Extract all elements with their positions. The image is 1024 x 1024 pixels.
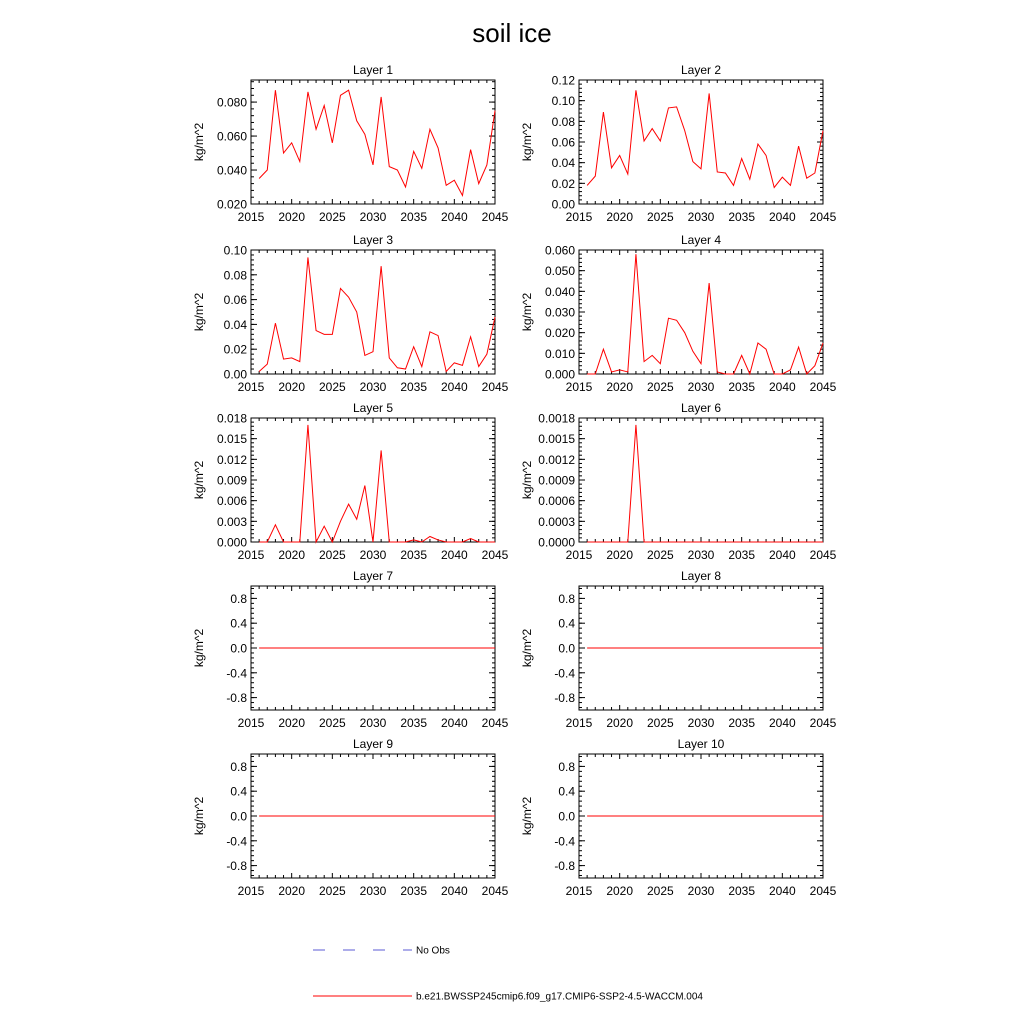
y-tick-label: 0.06 <box>223 293 247 308</box>
x-tick-label: 2025 <box>646 884 674 898</box>
y-tick-label: 0.009 <box>216 473 247 488</box>
x-tick-label: 2020 <box>278 716 306 730</box>
y-tick-label: 0.040 <box>216 163 247 178</box>
y-tick-label: -0.4 <box>226 834 247 849</box>
x-tick-label: 2020 <box>278 884 306 898</box>
y-tick-label: 0.06 <box>551 135 575 150</box>
x-tick-label: 2020 <box>606 716 634 730</box>
x-tick-label: 2045 <box>481 548 509 562</box>
x-tick-label: 2045 <box>809 210 837 224</box>
y-tick-label: 0.0 <box>558 641 575 656</box>
x-tick-label: 2045 <box>481 884 509 898</box>
x-tick-label: 2030 <box>359 380 387 394</box>
y-tick-label: 0.020 <box>544 326 575 341</box>
x-tick-label: 2025 <box>646 210 674 224</box>
y-tick-label: 0.030 <box>544 305 575 320</box>
y-tick-label: 0.040 <box>544 284 575 299</box>
y-tick-label: 0.006 <box>216 494 247 509</box>
x-tick-label: 2040 <box>768 716 796 730</box>
x-tick-label: 2015 <box>565 884 593 898</box>
x-tick-label: 2015 <box>237 380 265 394</box>
y-tick-label: 0.0006 <box>538 494 575 509</box>
x-tick-label: 2025 <box>646 716 674 730</box>
y-tick-label: 0.4 <box>230 616 247 631</box>
y-tick-label: 0.0 <box>230 641 247 656</box>
x-tick-label: 2040 <box>768 380 796 394</box>
panel-title: Layer 1 <box>352 63 394 77</box>
y-tick-label: 0.0009 <box>538 473 575 488</box>
x-tick-label: 2035 <box>400 548 428 562</box>
x-tick-label: 2020 <box>606 210 634 224</box>
legend-label-model: b.e21.BWSSP245cmip6.f09_g17.CMIP6-SSP2-4.5-WACCM.004 <box>416 991 703 1003</box>
y-tick-label: -0.4 <box>554 666 575 681</box>
y-tick-label: 0.020 <box>216 197 247 212</box>
y-tick-label: 0.050 <box>544 264 575 279</box>
panel-title: Layer 6 <box>680 401 722 415</box>
y-tick-label: -0.8 <box>554 859 575 874</box>
x-tick-label: 2035 <box>728 210 756 224</box>
x-tick-label: 2035 <box>400 380 428 394</box>
y-tick-label: 0.4 <box>558 616 575 631</box>
y-tick-label: 0.0012 <box>538 452 575 467</box>
y-tick-label: 0.04 <box>551 156 575 171</box>
x-tick-label: 2040 <box>768 884 796 898</box>
y-tick-label: 0.4 <box>558 784 575 799</box>
y-tick-label: 0.10 <box>551 94 575 109</box>
x-tick-label: 2030 <box>687 210 715 224</box>
x-tick-label: 2035 <box>728 548 756 562</box>
y-axis-label: kg/m^2 <box>520 292 534 332</box>
panel-title: Layer 2 <box>680 63 722 77</box>
x-tick-label: 2015 <box>565 210 593 224</box>
y-tick-label: -0.4 <box>226 666 247 681</box>
x-tick-label: 2045 <box>809 380 837 394</box>
x-tick-label: 2015 <box>237 884 265 898</box>
x-tick-label: 2015 <box>565 548 593 562</box>
x-tick-label: 2025 <box>646 548 674 562</box>
y-tick-label: 0.018 <box>216 411 247 426</box>
x-tick-label: 2045 <box>809 884 837 898</box>
x-tick-label: 2020 <box>606 884 634 898</box>
y-tick-label: 0.060 <box>544 243 575 258</box>
y-tick-label: 0.000 <box>216 535 247 550</box>
y-tick-label: 0.12 <box>551 73 575 88</box>
y-tick-label: -0.4 <box>554 834 575 849</box>
y-tick-label: 0.08 <box>223 268 247 283</box>
x-tick-label: 2025 <box>318 548 346 562</box>
panel-title: Layer 7 <box>352 569 394 583</box>
y-tick-label: 0.0018 <box>538 411 575 426</box>
y-tick-label: 0.8 <box>558 759 575 774</box>
y-axis-label: kg/m^2 <box>520 460 534 500</box>
y-tick-label: 0.02 <box>551 176 575 191</box>
y-tick-label: 0.060 <box>216 129 247 144</box>
y-tick-label: 0.4 <box>230 784 247 799</box>
x-tick-label: 2015 <box>565 380 593 394</box>
y-tick-label: 0.8 <box>558 591 575 606</box>
y-tick-label: 0.0015 <box>538 432 575 447</box>
y-axis-label: kg/m^2 <box>192 460 206 500</box>
y-tick-label: 0.000 <box>544 367 575 382</box>
x-tick-label: 2025 <box>318 380 346 394</box>
x-tick-label: 2035 <box>728 716 756 730</box>
y-tick-label: 0.080 <box>216 95 247 110</box>
x-tick-label: 2025 <box>318 210 346 224</box>
y-tick-label: -0.8 <box>226 859 247 874</box>
x-tick-label: 2040 <box>440 380 468 394</box>
x-tick-label: 2015 <box>237 716 265 730</box>
panel-title: Layer 5 <box>352 401 394 415</box>
x-tick-label: 2015 <box>237 210 265 224</box>
y-tick-label: 0.02 <box>223 342 247 357</box>
y-tick-label: -0.8 <box>226 691 247 706</box>
y-axis-label: kg/m^2 <box>520 122 534 162</box>
x-tick-label: 2030 <box>687 380 715 394</box>
panel-title: Layer 3 <box>352 233 394 247</box>
legend-label-no-obs: No Obs <box>416 945 450 957</box>
y-tick-label: 0.00 <box>223 367 247 382</box>
y-axis-label: kg/m^2 <box>192 122 206 162</box>
y-tick-label: 0.0 <box>230 809 247 824</box>
x-tick-label: 2015 <box>237 548 265 562</box>
x-tick-label: 2040 <box>440 716 468 730</box>
x-tick-label: 2020 <box>278 548 306 562</box>
x-tick-label: 2040 <box>768 548 796 562</box>
x-tick-label: 2040 <box>440 884 468 898</box>
y-axis-label: kg/m^2 <box>192 292 206 332</box>
y-tick-label: 0.003 <box>216 514 247 529</box>
y-tick-label: 0.0000 <box>538 535 575 550</box>
x-tick-label: 2030 <box>359 210 387 224</box>
x-tick-label: 2025 <box>318 884 346 898</box>
x-tick-label: 2035 <box>400 884 428 898</box>
x-tick-label: 2025 <box>646 380 674 394</box>
y-tick-label: 0.012 <box>216 452 247 467</box>
panel-title: Layer 10 <box>677 737 725 751</box>
y-tick-label: -0.8 <box>554 691 575 706</box>
y-tick-label: 0.8 <box>230 759 247 774</box>
x-tick-label: 2040 <box>768 210 796 224</box>
x-tick-label: 2030 <box>687 716 715 730</box>
y-tick-label: 0.015 <box>216 432 247 447</box>
x-tick-label: 2030 <box>359 548 387 562</box>
y-axis-label: kg/m^2 <box>192 628 206 668</box>
x-tick-label: 2020 <box>606 380 634 394</box>
x-tick-label: 2030 <box>687 884 715 898</box>
y-axis-label: kg/m^2 <box>520 796 534 836</box>
panel-title: Layer 8 <box>680 569 722 583</box>
y-axis-label: kg/m^2 <box>192 796 206 836</box>
y-tick-label: 0.08 <box>551 114 575 129</box>
x-tick-label: 2020 <box>278 380 306 394</box>
figure-title: soil ice <box>472 18 552 48</box>
x-tick-label: 2040 <box>440 210 468 224</box>
y-tick-label: 0.0 <box>558 809 575 824</box>
y-tick-label: 0.0003 <box>538 514 575 529</box>
x-tick-label: 2035 <box>400 716 428 730</box>
y-axis-label: kg/m^2 <box>520 628 534 668</box>
x-tick-label: 2045 <box>809 548 837 562</box>
x-tick-label: 2035 <box>400 210 428 224</box>
y-tick-label: 0.00 <box>551 197 575 212</box>
y-tick-label: 0.04 <box>223 317 247 332</box>
panel-title: Layer 4 <box>680 233 722 247</box>
y-tick-label: 0.8 <box>230 591 247 606</box>
x-tick-label: 2035 <box>728 380 756 394</box>
x-tick-label: 2045 <box>481 210 509 224</box>
x-tick-label: 2045 <box>481 716 509 730</box>
x-tick-label: 2025 <box>318 716 346 730</box>
x-tick-label: 2015 <box>565 716 593 730</box>
y-tick-label: 0.10 <box>223 243 247 258</box>
x-tick-label: 2020 <box>278 210 306 224</box>
x-tick-label: 2030 <box>359 884 387 898</box>
x-tick-label: 2040 <box>440 548 468 562</box>
y-tick-label: 0.010 <box>544 346 575 361</box>
panel-title: Layer 9 <box>352 737 394 751</box>
x-tick-label: 2035 <box>728 884 756 898</box>
x-tick-label: 2020 <box>606 548 634 562</box>
x-tick-label: 2030 <box>687 548 715 562</box>
x-tick-label: 2045 <box>809 716 837 730</box>
x-tick-label: 2030 <box>359 716 387 730</box>
x-tick-label: 2045 <box>481 380 509 394</box>
